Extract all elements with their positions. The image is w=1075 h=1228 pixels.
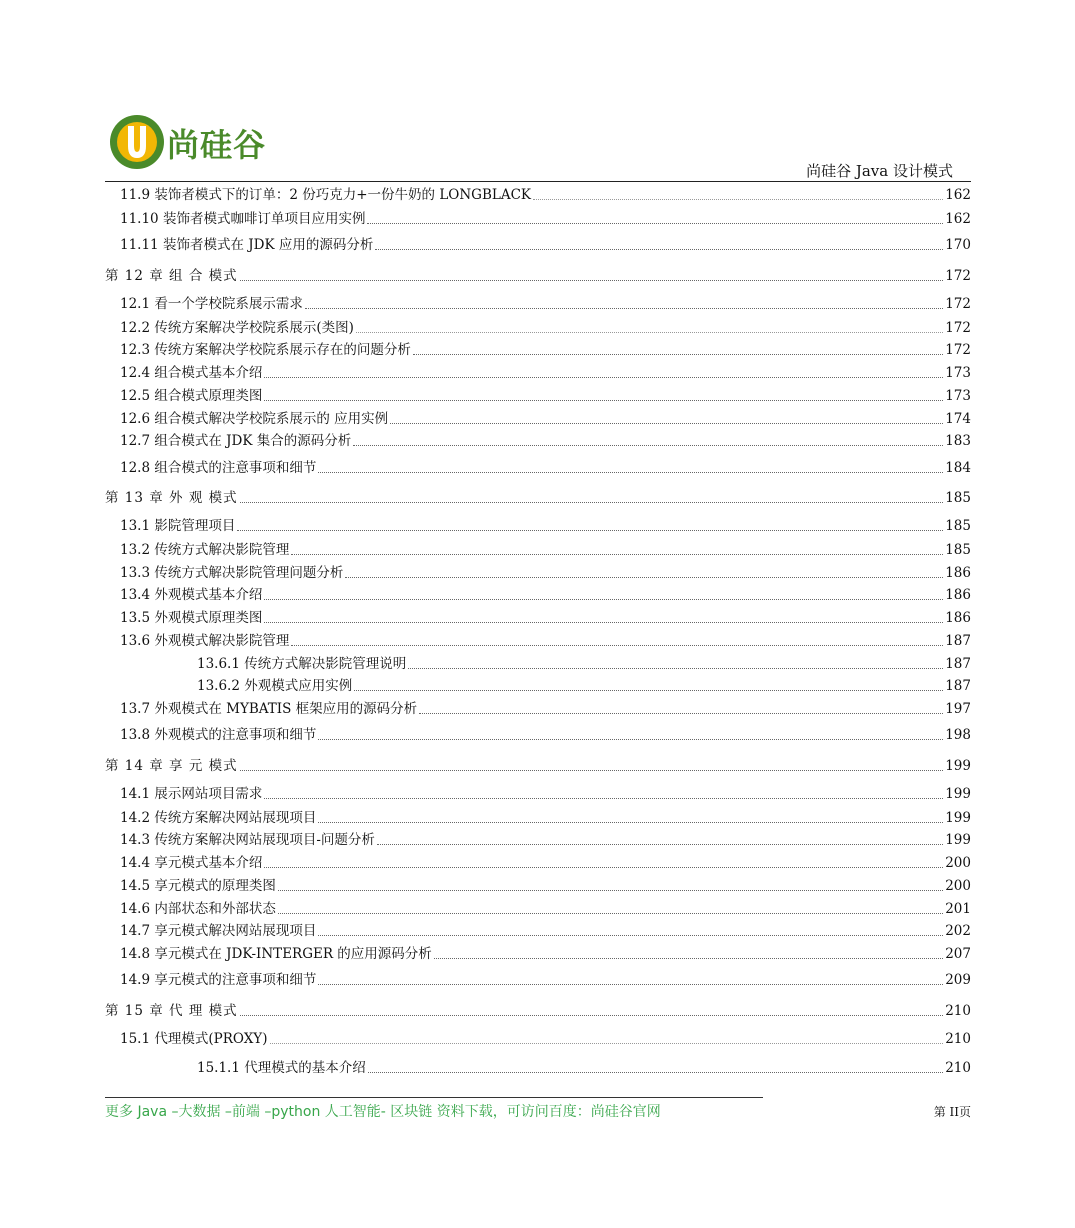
toc-entry[interactable]: 13.2 传统方式解决影院管理 185 [120, 542, 971, 558]
toc-entry[interactable]: 14.1 展示网站项目需求 199 [120, 786, 971, 802]
toc-entry[interactable]: 12.8 组合模式的注意事项和细节 184 [120, 460, 971, 476]
toc-entry[interactable]: 15.1 代理模式(PROXY) 210 [120, 1031, 971, 1047]
toc-entry[interactable]: 12.2 传统方案解决学校院系展示(类图) 172 [120, 320, 971, 336]
toc-chapter[interactable]: 第 15 章 代 理 模式 210 [105, 1003, 971, 1019]
toc-entry[interactable]: 14.8 享元模式在 JDK-INTERGER 的应用源码分析 207 [120, 946, 971, 962]
toc-entry[interactable]: 11.9 装饰者模式下的订单：2 份巧克力+一份牛奶的 LONGBLACK 162 [120, 187, 971, 203]
toc-entry[interactable]: 14.6 内部状态和外部状态 201 [120, 901, 971, 917]
toc-chapter[interactable]: 第 14 章 享 元 模式 199 [105, 758, 971, 774]
toc-entry[interactable]: 13.6 外观模式解决影院管理 187 [120, 633, 971, 649]
toc-entry[interactable]: 13.5 外观模式原理类图 186 [120, 610, 971, 626]
toc-entry[interactable]: 14.3 传统方案解决网站展现项目-问题分析 199 [120, 832, 971, 848]
toc-entry[interactable]: 13.1 影院管理项目 185 [120, 518, 971, 534]
logo-text: 尚硅谷 [167, 126, 267, 164]
document-title: 尚硅谷 Java 设计模式 [806, 162, 953, 180]
footer-divider [105, 1097, 763, 1098]
toc-entry[interactable]: 12.5 组合模式原理类图 173 [120, 388, 971, 404]
toc-entry[interactable]: 14.7 享元模式解决网站展现项目 202 [120, 923, 971, 939]
toc-entry[interactable]: 14.2 传统方案解决网站展现项目 199 [120, 810, 971, 826]
toc-entry[interactable]: 12.1 看一个学校院系展示需求 172 [120, 296, 971, 312]
header-divider [105, 181, 971, 182]
toc-subentry[interactable]: 13.6.1 传统方式解决影院管理说明 187 [197, 656, 971, 672]
toc-entry[interactable]: 14.4 享元模式基本介绍 200 [120, 855, 971, 871]
page-number: 第 II页 [933, 1105, 971, 1119]
toc-entry[interactable]: 13.8 外观模式的注意事项和细节 198 [120, 727, 971, 743]
toc-entry[interactable]: 11.10 装饰者模式咖啡订单项目应用实例 162 [120, 211, 971, 227]
toc-entry[interactable]: 13.7 外观模式在 MYBATIS 框架应用的源码分析 197 [120, 701, 971, 717]
toc-chapter[interactable]: 第 12 章 组 合 模式 172 [105, 268, 971, 284]
logo-emblem-icon [108, 112, 168, 172]
toc-subentry[interactable]: 15.1.1 代理模式的基本介绍 210 [197, 1060, 971, 1076]
toc-subentry[interactable]: 13.6.2 外观模式应用实例 187 [197, 678, 971, 694]
footer-link[interactable]: 更多 Java –大数据 –前端 –python 人工智能- 区块链 资料下载，可访问百度：尚硅谷官网 [105, 1104, 661, 1120]
toc-chapter[interactable]: 第 13 章 外 观 模式 185 [105, 490, 971, 506]
toc-entry[interactable]: 14.5 享元模式的原理类图 200 [120, 878, 971, 894]
toc-entry[interactable]: 13.3 传统方式解决影院管理问题分析 186 [120, 565, 971, 581]
toc-entry[interactable]: 11.11 装饰者模式在 JDK 应用的源码分析 170 [120, 237, 971, 253]
toc-entry[interactable]: 12.6 组合模式解决学校院系展示的 应用实例 174 [120, 411, 971, 427]
toc-entry[interactable]: 12.7 组合模式在 JDK 集合的源码分析 183 [120, 433, 971, 449]
toc-entry[interactable]: 12.3 传统方案解决学校院系展示存在的问题分析 172 [120, 342, 971, 358]
toc-entry[interactable]: 12.4 组合模式基本介绍 173 [120, 365, 971, 381]
toc-entry[interactable]: 13.4 外观模式基本介绍 186 [120, 587, 971, 603]
toc-entry[interactable]: 14.9 享元模式的注意事项和细节 209 [120, 972, 971, 988]
